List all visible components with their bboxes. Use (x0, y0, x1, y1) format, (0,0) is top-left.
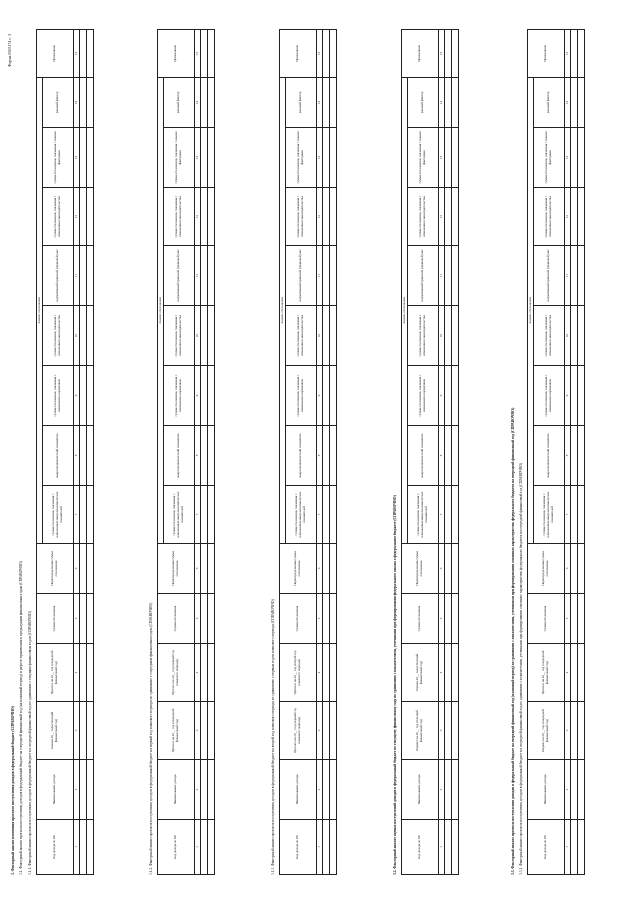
header-note: Примечание (528, 29, 565, 77)
column-number-row: 1 2 3 4 5 6 7 8 9 10 11 12 13 14 15 (74, 29, 80, 874)
table-row (80, 29, 87, 874)
header-npa: нормативный правовой (правовой) акт (43, 246, 74, 306)
header-norm-sum: сумма отклонения, связанная с изменением нормативов (408, 366, 439, 426)
header-estimate-current: Оценка 20__ года (текущий финансовый год) (37, 702, 74, 760)
header-name: Наименование дохода (402, 760, 439, 820)
header-other-sum: сумма отклонения, связанная с иными факторами (43, 128, 74, 188)
header-sum-deviation: Сумма отклонения (280, 594, 317, 644)
table-row (452, 29, 459, 874)
header-name: Наименование дохода (37, 760, 74, 820)
header-sum-deviation: Сумма отклонения (528, 594, 565, 644)
header-npa: нормативный правовой (правовой) акт (534, 246, 565, 306)
header-note: Примечание (280, 29, 317, 77)
header-note: Примечание (37, 29, 74, 77)
header-sum-deviation: Сумма отклонения (158, 594, 195, 644)
table-row (578, 29, 585, 874)
header-budget-next: Бюджет на 20__ год (очередной финансовый год) (528, 702, 565, 760)
header-budget-law: Бюджет на 20__ год (текущий финансовый год) (402, 702, 439, 760)
header-norm-sum: сумма отклонения, связанная с изменением нормативов (43, 366, 74, 426)
section-3-1-heading: 3.1. Факторный анализ прогноза поступления доходов в федеральный бюджет на очередной финансовый год (на плановый период) в разрезе применения к предыдущим финансовым годам (СПРАВОЧНО) (19, 561, 23, 875)
header-other-factor: разовый фактор (534, 77, 565, 127)
form-code: Форма 0505174 с. 3 (7, 33, 12, 67)
header-other-sum: сумма отклонения, связанная с иными факторами (286, 128, 317, 188)
header-macro-indicator: макроэкономический показатель (534, 426, 565, 486)
header-name: Наименование дохода (528, 760, 565, 820)
header-code: Код дохода по БК (158, 820, 195, 875)
header-macro-sum: сумма отклонения, связанная с изменением макроэкономических показателей (43, 486, 74, 544)
header-macro-indicator: макроэкономический показатель (408, 426, 439, 486)
column-number-row: 1 2 3 4 5 6 7 8 9 10 11 12 13 14 15 (439, 29, 445, 874)
table-row (208, 29, 215, 874)
header-analysis-group: Анализ отклонения (528, 77, 534, 543)
header-npa-sum-2: сумма отклонения, связанная с изменением законодательства (164, 188, 195, 246)
header-npa-sum-2: сумма отклонения, связанная с изменением законодательства (286, 188, 317, 246)
header-unexplained: Нераспределенная сумма отклонения (280, 544, 317, 594)
header-norm-sum: сумма отклонения, связанная с изменением нормативов (286, 366, 317, 426)
header-macro-indicator: макроэкономический показатель (286, 426, 317, 486)
header-other-factor: разовый фактор (286, 77, 317, 127)
header-macro-sum: сумма отклонения, связанная с изменением макроэкономических показателей (534, 486, 565, 544)
header-other-factor: разовый фактор (164, 77, 195, 127)
header-other-sum: сумма отклонения, связанная с иными факторами (534, 128, 565, 188)
header-macro-sum: сумма отклонения, связанная с изменением макроэкономических показателей (408, 486, 439, 544)
header-forecast-next: Прогноз на 20__ год (очередной финансовый год) (528, 644, 565, 702)
header-forecast-next: Прогноз на 20__ год (очередной финансовый год) (158, 702, 195, 760)
header-macro-indicator: макроэкономический показатель (43, 426, 74, 486)
header-npa-sum-2: сумма отклонения, связанная с изменением законодательства (408, 188, 439, 246)
header-name: Наименование дохода (158, 760, 195, 820)
header-unexplained: Нераспределенная сумма отклонения (158, 544, 195, 594)
section-3-heading: 3. Факторный анализ изменения прогноза поступления доходов в федеральный бюджет (СПРАВОЧНО) (11, 706, 15, 875)
table-row (330, 29, 337, 874)
section-3-3-heading: 3.3. Факторный анализ прогноза поступления доходов в федеральный бюджет на очередной финансовый год (плановый период) по сравнению с показателями, учтенными при формировании основных характеристик федерального бюджета на очередной финансовый год (СПРАВОЧНО) (511, 407, 515, 875)
header-macro-indicator: макроэкономический показатель (164, 426, 195, 486)
section-3-1-1-heading: 3.1.1. Факторный анализ прогноза поступления доходов в федеральный бюджет на очередной финансовый год по сравнению с текущим финансовым годом (СПРАВОЧНО) (28, 611, 32, 875)
table-row (445, 29, 452, 874)
header-unexplained: Нераспределенная сумма отклонения (402, 544, 439, 594)
header-other-factor: разовый фактор (43, 77, 74, 127)
header-code: Код дохода по БК (280, 820, 317, 875)
header-norm-sum: сумма отклонения, связанная с изменением нормативов (164, 366, 195, 426)
header-code: Код дохода по БК (528, 820, 565, 875)
table-row (87, 29, 94, 874)
header-code: Код дохода по БК (37, 820, 74, 875)
header-npa: нормативный правовой (правовой) акт (408, 246, 439, 306)
header-forecast-first: Прогноз на 20__ год (первый год планового периода) (280, 702, 317, 760)
header-npa-sum-2: сумма отклонения, связанная с изменением законодательства (43, 188, 74, 246)
header-npa: нормативный правовой (правовой) акт (286, 246, 317, 306)
table-row (201, 29, 208, 874)
section-3-1-3-heading: 3.1.3. Факторный анализ прогноза поступления доходов в федеральный бюджет на второй год планового периода по сравнению с первым годом планового периода (СПРАВОЧНО) (271, 599, 275, 875)
header-npa-sum: сумма отклонения, связанная с изменением законодательства (534, 306, 565, 366)
table-3-2 (401, 29, 459, 875)
header-note: Примечание (158, 29, 195, 77)
header-macro-sum: сумма отклонения, связанная с изменением макроэкономических показателей (286, 486, 317, 544)
header-macro-sum: сумма отклонения, связанная с изменением макроэкономических показателей (164, 486, 195, 544)
header-forecast-next: Прогноз на 20__ год (очередной финансовый год) (37, 644, 74, 702)
header-other-sum: сумма отклонения, связанная с иными факторами (164, 128, 195, 188)
table-3-3-1 (527, 29, 585, 875)
header-forecast-first: Прогноз на 20__ год (первый год планового периода) (158, 644, 195, 702)
section-3-1-2-heading: 3.1.2. Факторный анализ прогноза поступления доходов в федеральный бюджет на первый год планового периода по сравнению с очередным финансовым годом (СПРАВОЧНО) (149, 602, 153, 875)
table-3-1-2 (157, 29, 215, 875)
header-note: Примечание (402, 29, 439, 77)
header-analysis-group: Анализ отклонения (402, 77, 408, 543)
header-sum-deviation: Сумма отклонения (402, 594, 439, 644)
header-unexplained: Нераспределенная сумма отклонения (528, 544, 565, 594)
header-npa-sum: сумма отклонения, связанная с изменением законодательства (43, 306, 74, 366)
header-norm-sum: сумма отклонения, связанная с изменением нормативов (534, 366, 565, 426)
column-number-row: 1 2 3 4 5 6 7 8 9 10 11 12 13 14 15 (565, 29, 571, 874)
header-other-sum: сумма отклонения, связанная с иными факторами (408, 128, 439, 188)
section-3-3-1-heading: 3.3.1. Факторный анализ прогноза поступления доходов в федеральный бюджет на очередной финансовый год по сравнению с показателями, учтенными при формировании основных характеристик федерального бюджета на очередной финансовый год (СПРАВОЧНО) (519, 462, 523, 875)
table-row (323, 29, 330, 874)
header-npa-sum: сумма отклонения, связанная с изменением законодательства (408, 306, 439, 366)
header-analysis-group: Анализ отклонения (158, 77, 164, 543)
header-forecast-second: Прогноз на 20__ год (второй год планового периода) (280, 644, 317, 702)
header-other-factor: разовый фактор (408, 77, 439, 127)
header-sum-deviation: Сумма отклонения (37, 594, 74, 644)
header-npa-sum: сумма отклонения, связанная с изменением законодательства (164, 306, 195, 366)
header-npa-sum-2: сумма отклонения, связанная с изменением законодательства (534, 188, 565, 246)
header-analysis-group: Анализ отклонения (280, 77, 286, 543)
header-npa: нормативный правовой (правовой) акт (164, 246, 195, 306)
section-3-2-heading: 3.2. Факторный анализ оценки поступлений доходов в федеральный бюджет по текущему финансовому году по сравнению с показателями, учтенными при формировании федерального закона о федеральном бюджете (СПРАВОЧНО) (393, 495, 397, 875)
header-code: Код дохода по БК (402, 820, 439, 875)
header-estimate-current: Оценка 20__ года (текущий финансовый год) (402, 644, 439, 702)
table-row (571, 29, 578, 874)
header-npa-sum: сумма отклонения, связанная с изменением законодательства (286, 306, 317, 366)
header-name: Наименование дохода (280, 760, 317, 820)
header-analysis-group: Анализ отклонения (37, 77, 43, 543)
table-3-1-3 (279, 29, 337, 875)
header-unexplained: Нераспределенная сумма отклонения (37, 544, 74, 594)
table-3-1-1 (36, 29, 94, 875)
column-number-row: 1 2 3 4 5 6 7 8 9 10 11 12 13 14 15 (317, 29, 323, 874)
column-number-row: 1 2 3 4 5 6 7 8 9 10 11 12 13 14 15 (195, 29, 201, 874)
